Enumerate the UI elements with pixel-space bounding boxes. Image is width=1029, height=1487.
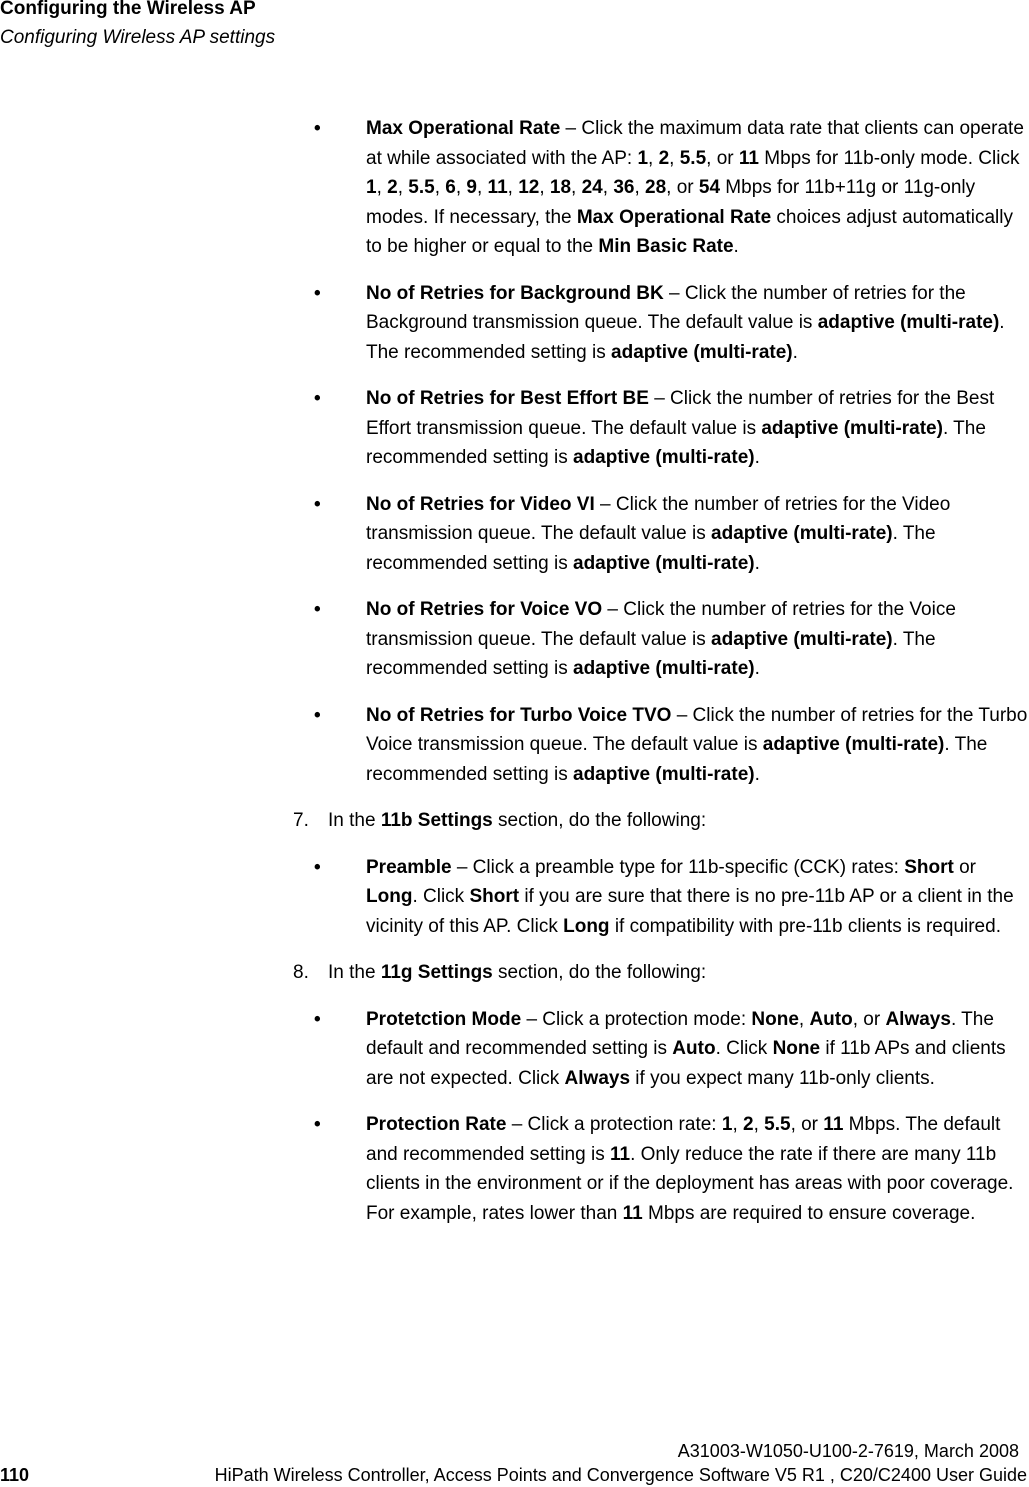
text-run: . The recommended setting is	[366, 417, 986, 468]
text-run: , or	[706, 147, 739, 169]
bold-term: Long	[563, 915, 610, 937]
bullet-text	[366, 599, 956, 679]
text-run: ,	[648, 147, 659, 169]
text-run: In the	[328, 962, 381, 983]
text-run: section, do the following:	[492, 962, 707, 983]
text-run: . The default and recommended setting is	[366, 1008, 994, 1059]
bold-term: adaptive (multi-rate)	[817, 312, 1000, 333]
bold-term: adaptive (multi-rate)	[611, 341, 793, 363]
text-run: Mbps are required to ensure coverage.	[642, 1202, 976, 1224]
bullet-marker: •	[314, 599, 321, 620]
bold-term: 11g Settings	[380, 962, 493, 983]
text-run: .	[754, 447, 760, 468]
text-run: ,	[798, 1008, 810, 1030]
bold-term: adaptive (multi-rate)	[761, 417, 943, 439]
bold-term: 2	[743, 1114, 754, 1135]
bullet-marker: •	[314, 1008, 321, 1030]
text-run: – Click the number of retries for the Best Effort transmission queue. The default value is	[366, 388, 995, 439]
bullet-item	[290, 114, 1029, 262]
bold-term: adaptive (multi-rate)	[573, 763, 755, 785]
text-run: – Click the number of retries for the Background transmission queue. The default value is	[366, 282, 966, 333]
text-run: ,	[476, 177, 488, 198]
bold-term: No of Retries for Best Effort BE	[366, 388, 649, 409]
bullet-item	[290, 490, 1029, 579]
step-text	[328, 962, 706, 983]
bold-term: Always	[564, 1067, 631, 1089]
text-run: Mbps. The default and recommended setting is	[366, 1114, 1001, 1165]
footer-document-id: A31003-W1050-U100-2-7619, March 2008	[677, 1441, 1019, 1461]
text-run: if compatibility with pre-11b clients is required.	[609, 915, 1001, 937]
bullet-marker: •	[314, 282, 321, 304]
bullet-list-radio-settings	[290, 114, 1029, 789]
section-title: Configuring Wireless AP settings	[0, 27, 276, 48]
bold-term: 1	[366, 177, 377, 198]
bullet-text	[366, 1009, 1006, 1089]
text-run: . The recommended setting is	[366, 628, 936, 679]
text-run: – Click a protection rate:	[506, 1114, 722, 1135]
bullet-text	[366, 118, 1024, 257]
bullet-text	[366, 705, 1027, 785]
bullet-text	[366, 857, 1014, 937]
text-run: .	[754, 763, 760, 785]
bullet-text	[366, 283, 1005, 363]
bold-term: adaptive (multi-rate)	[711, 628, 893, 650]
bold-term: adaptive (multi-rate)	[762, 734, 945, 755]
bold-term: No of Retries for Background BK	[366, 282, 664, 304]
text-run: .	[733, 236, 739, 257]
bullet-item	[290, 595, 1029, 684]
bold-term: No of Retries for Turbo Voice TVO	[366, 704, 672, 726]
bold-term: 1	[721, 1114, 733, 1135]
text-run: – Click the number of retries for the Turbo Voice transmission queue. The default value is	[366, 704, 1028, 755]
bullet-list-11g-settings	[290, 1005, 1029, 1229]
bold-term: 24	[581, 177, 603, 198]
text-run: – Click a protection mode:	[521, 1008, 752, 1030]
text-run: ,	[602, 177, 614, 198]
bullet-item	[290, 384, 1029, 473]
bold-term: 5.5	[764, 1114, 791, 1135]
bold-term: Min Basic Rate	[598, 236, 734, 257]
text-run: if 11b APs and clients are not expected. Click	[366, 1038, 1006, 1089]
step-number: 7.	[293, 810, 309, 831]
bullet-marker: •	[314, 704, 321, 726]
bold-term: 28	[645, 177, 667, 198]
text-run: ,	[539, 177, 550, 198]
bullet-item	[290, 1005, 1029, 1094]
bold-term: Preamble	[366, 856, 452, 878]
text-run: if you expect many 11b-only clients.	[630, 1067, 935, 1089]
text-run: or	[953, 856, 976, 878]
bullet-item	[290, 853, 1029, 942]
text-run: ,	[507, 177, 519, 198]
bold-term: None	[772, 1038, 821, 1059]
bold-term: Auto	[672, 1038, 716, 1059]
bold-term: None	[751, 1008, 799, 1030]
text-run: . The recommended setting is	[366, 734, 988, 785]
bold-term: Max Operational Rate	[366, 118, 561, 139]
bold-term: Short	[469, 886, 520, 907]
bold-term: adaptive (multi-rate)	[573, 658, 755, 679]
step-text	[328, 810, 706, 831]
text-run: ,	[397, 177, 409, 198]
text-run: – Click the number of retries for the Video transmission queue. The default value is	[366, 493, 951, 544]
text-run: ,	[753, 1114, 765, 1135]
text-run: , or	[852, 1008, 886, 1030]
text-run: . Only reduce the rate if there are many 11b clients in the environment or if the deployment has areas with poor coverage. For example, rates lower than	[366, 1143, 1014, 1224]
bold-term: 11	[622, 1202, 643, 1224]
text-run: if you are sure that there is no pre-11b AP or a client in the vicinity of this AP. Click	[366, 886, 1014, 937]
step-7	[290, 806, 1029, 836]
footer-page-number: 110	[0, 1465, 30, 1485]
text-run: ,	[571, 177, 582, 198]
bullet-item	[290, 279, 1029, 368]
bullet-text	[366, 388, 994, 468]
text-run: , or	[666, 177, 699, 198]
bold-term: 11	[487, 177, 508, 198]
bold-term: No of Retries for Voice VO	[366, 599, 603, 620]
text-run: , or	[790, 1114, 824, 1135]
chapter-title: Configuring the Wireless AP	[0, 0, 256, 19]
bullet-text	[366, 494, 950, 574]
bold-term: Always	[885, 1008, 951, 1030]
bold-term: 5.5	[679, 147, 707, 169]
text-run: – Click the maximum data rate that clients can operate at while associated with the AP:	[366, 118, 1024, 169]
bold-term: 11b Settings	[380, 810, 493, 831]
bold-term: 12	[518, 177, 540, 198]
bold-term: 11	[609, 1143, 631, 1165]
bullet-item	[290, 701, 1029, 790]
bullet-marker: •	[314, 1114, 321, 1135]
step-number: 8.	[293, 962, 309, 983]
text-run: ,	[455, 177, 467, 198]
bold-term: 2	[387, 177, 398, 198]
text-run: . Click	[715, 1038, 773, 1059]
text-run: ,	[732, 1114, 743, 1135]
bullet-text	[366, 1114, 1013, 1224]
step-8	[290, 958, 1029, 988]
bullet-marker: •	[314, 856, 321, 878]
bullet-marker: •	[314, 388, 321, 409]
bullet-marker: •	[314, 493, 321, 515]
body-content	[290, 114, 1029, 1245]
text-run: ,	[669, 147, 680, 169]
text-run: ,	[434, 177, 446, 198]
bold-term: Protection Rate	[366, 1114, 507, 1135]
text-run: ,	[634, 177, 646, 198]
text-run: In the	[328, 810, 381, 831]
footer-guide-title: HiPath Wireless Controller, Access Points and Convergence Software V5 R1 , C20/C2400 User Guide	[214, 1465, 1027, 1485]
text-run: – Click the number of retries for the Voice transmission queue. The default value is	[366, 599, 956, 650]
text-run: Mbps for 11b-only mode. Click	[758, 147, 1020, 169]
bold-term: Auto	[809, 1008, 853, 1030]
bold-term: 54	[698, 177, 721, 198]
bold-term: Short	[904, 856, 954, 878]
bold-term: 18	[549, 177, 572, 198]
text-run: .	[754, 658, 760, 679]
text-run: . Click	[412, 886, 470, 907]
bold-term: 5.5	[408, 177, 435, 198]
text-run: . The recommended setting is	[366, 523, 936, 574]
bullet-item	[290, 1110, 1029, 1228]
bold-term: 1	[637, 147, 649, 169]
bold-term: No of Retries for Video VI	[366, 493, 595, 515]
bold-term: adaptive (multi-rate)	[711, 523, 893, 544]
bold-term: Protetction Mode	[366, 1008, 522, 1030]
bold-term: Max Operational Rate	[576, 206, 772, 228]
text-run: . The recommended setting is	[366, 312, 1005, 363]
bold-term: 36	[613, 177, 635, 198]
bold-term: 9	[466, 177, 477, 198]
bold-term: 2	[658, 147, 670, 169]
bold-term: adaptive (multi-rate)	[573, 447, 755, 468]
text-run: ,	[376, 177, 388, 198]
bold-term: 11	[738, 147, 759, 169]
bold-term: Long	[366, 886, 413, 907]
text-run: choices adjust automatically to be higher or equal to the	[366, 206, 1013, 257]
bold-term: 11	[823, 1114, 844, 1135]
text-run: section, do the following:	[492, 810, 707, 831]
text-run: Mbps for 11b+11g or 11g-only modes. If necessary, the	[366, 177, 976, 228]
bold-term: 6	[445, 177, 456, 198]
bullet-list-11b-settings	[290, 853, 1029, 942]
text-run: .	[792, 341, 798, 363]
bold-term: adaptive (multi-rate)	[573, 552, 755, 574]
bullet-marker: •	[314, 118, 321, 139]
text-run: .	[754, 552, 760, 574]
text-run: – Click a preamble type for 11b-specific (CCK) rates:	[451, 856, 905, 878]
